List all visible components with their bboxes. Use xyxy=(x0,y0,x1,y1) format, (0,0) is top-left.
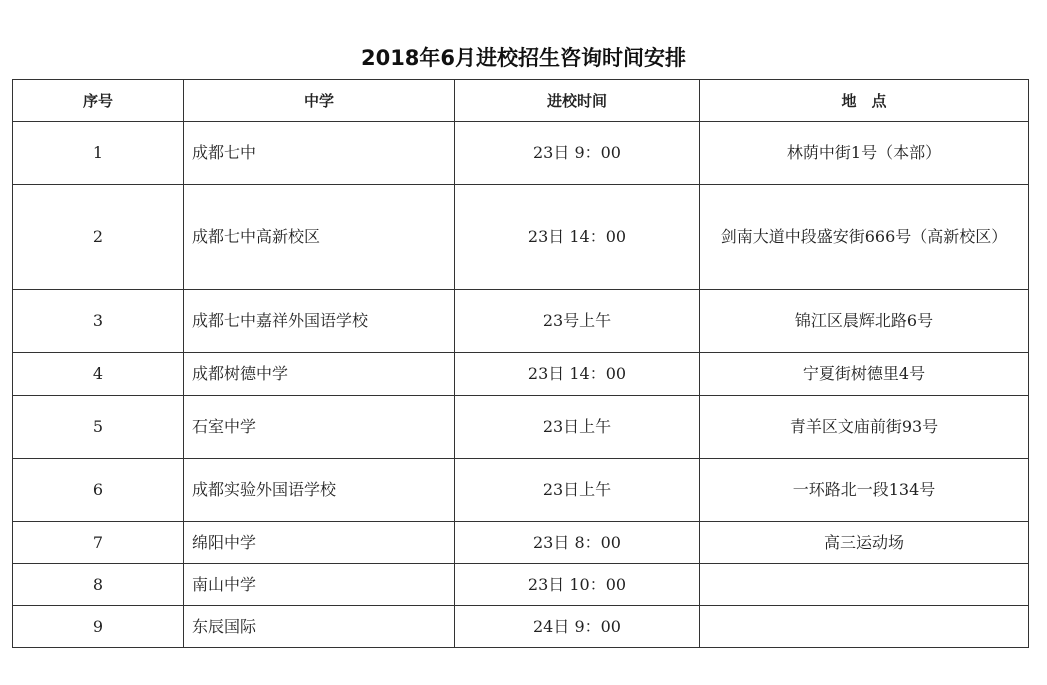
row-number: 1 xyxy=(13,122,184,185)
row-number: 8 xyxy=(13,564,184,606)
table-row xyxy=(13,290,1029,353)
row-number: 5 xyxy=(13,396,184,459)
header-row xyxy=(13,80,1029,122)
table-row xyxy=(13,459,1029,522)
visit-time: 23日 14：00 xyxy=(455,185,700,290)
table-row xyxy=(13,396,1029,459)
location: 剑南大道中段盛安街666号（高新校区） xyxy=(700,185,1029,290)
visit-time: 23日上午 xyxy=(455,396,700,459)
school-name: 成都七中嘉祥外国语学校 xyxy=(184,290,455,353)
header-school: 中学 xyxy=(184,80,455,122)
location xyxy=(700,606,1029,648)
visit-time: 23日 9：00 xyxy=(455,122,700,185)
schedule-table xyxy=(12,79,1029,648)
table-row xyxy=(13,522,1029,564)
table-row xyxy=(13,606,1029,648)
table-row xyxy=(13,353,1029,396)
location: 高三运动场 xyxy=(700,522,1029,564)
visit-time: 23日 14：00 xyxy=(455,353,700,396)
school-name: 南山中学 xyxy=(184,564,455,606)
page-title: 2018年6月进校招生咨询时间安排 xyxy=(360,46,687,70)
table-row xyxy=(13,564,1029,606)
school-name: 东辰国际 xyxy=(184,606,455,648)
row-number: 6 xyxy=(13,459,184,522)
visit-time: 23日上午 xyxy=(455,459,700,522)
table-row xyxy=(13,122,1029,185)
school-name: 成都七中 xyxy=(184,122,455,185)
location: 宁夏街树德里4号 xyxy=(700,353,1029,396)
row-number: 2 xyxy=(13,185,184,290)
school-name: 成都实验外国语学校 xyxy=(184,459,455,522)
row-number: 7 xyxy=(13,522,184,564)
visit-time: 23号上午 xyxy=(455,290,700,353)
school-name: 绵阳中学 xyxy=(184,522,455,564)
location: 林荫中街1号（本部） xyxy=(700,122,1029,185)
school-name: 成都树德中学 xyxy=(184,353,455,396)
location xyxy=(700,564,1029,606)
location: 锦江区晨辉北路6号 xyxy=(700,290,1029,353)
visit-time: 23日 10：00 xyxy=(455,564,700,606)
visit-time: 23日 8：00 xyxy=(455,522,700,564)
location: 一环路北一段134号 xyxy=(700,459,1029,522)
row-number: 9 xyxy=(13,606,184,648)
table-row xyxy=(13,185,1029,290)
row-number: 4 xyxy=(13,353,184,396)
visit-time: 24日 9：00 xyxy=(455,606,700,648)
location: 青羊区文庙前街93号 xyxy=(700,396,1029,459)
school-name: 石室中学 xyxy=(184,396,455,459)
header-place: 地 点 xyxy=(700,80,1029,122)
school-name: 成都七中高新校区 xyxy=(184,185,455,290)
header-time: 进校时间 xyxy=(455,80,700,122)
header-no: 序号 xyxy=(13,80,184,122)
row-number: 3 xyxy=(13,290,184,353)
